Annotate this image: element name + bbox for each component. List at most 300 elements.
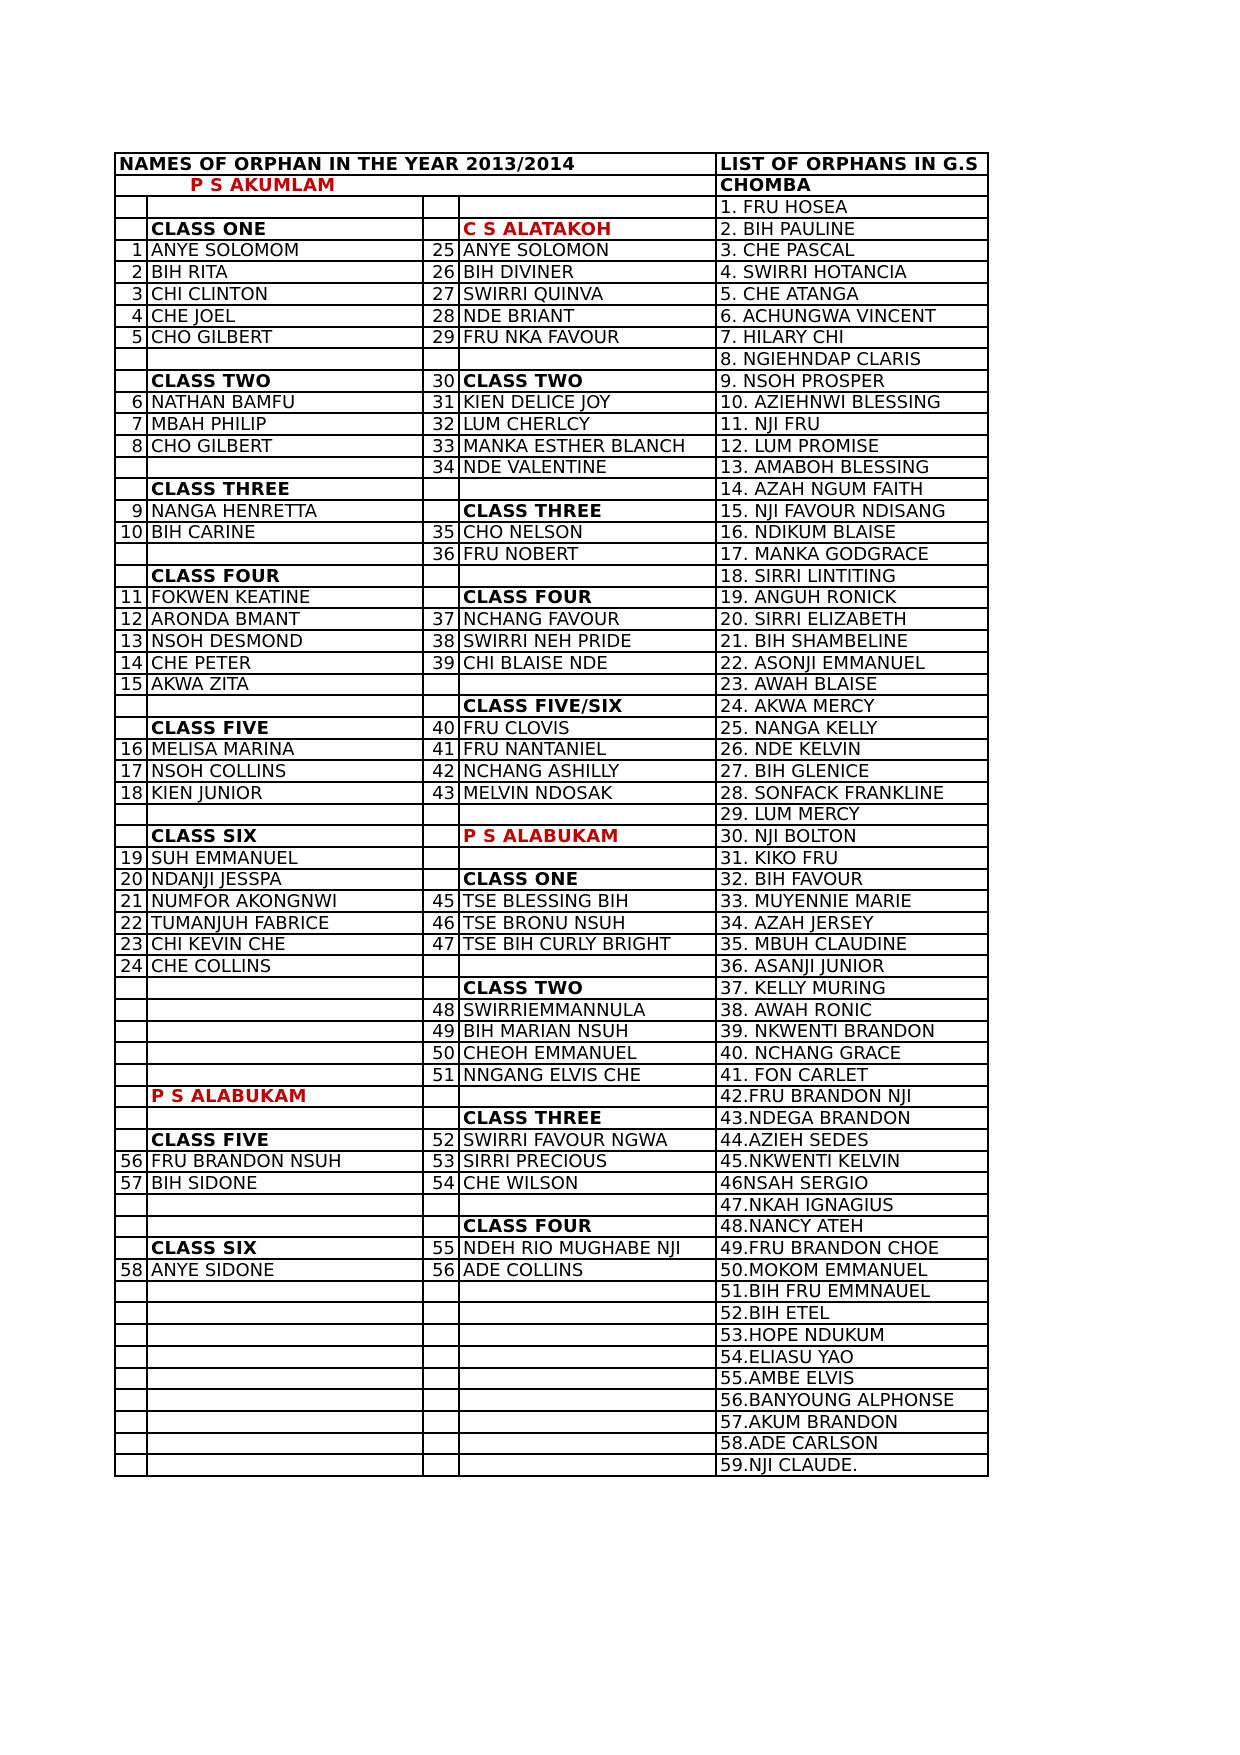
row-number-middle: 26 [423,261,459,283]
name-middle: NDE BRIANT [459,305,716,327]
gs-chomba-entry: 5. CHE ATANGA [716,283,988,305]
table-row [115,261,988,283]
gs-chomba-entry: 26. NDE KELVIN [716,739,988,761]
row-number-middle: 31 [423,392,459,414]
name-middle: SWIRRI FAVOUR NGWA [459,1129,716,1151]
table-row [115,739,988,761]
name-middle: NCHANG FAVOUR [459,608,716,630]
row-number-left: 22 [115,912,147,934]
row-number-left: 9 [115,500,147,522]
table-row [115,999,988,1021]
gs-chomba-entry: 58.ADE CARLSON [716,1433,988,1455]
row-number-left: 58 [115,1259,147,1281]
gs-chomba-entry: 19. ANGUH RONICK [716,587,988,609]
table-row [115,1107,988,1129]
row-number-middle [423,1454,459,1476]
row-number-left [115,1021,147,1043]
table-row [115,1086,988,1108]
name-left [147,1281,423,1303]
name-left: BIH SIDONE [147,1172,423,1194]
gs-chomba-entry: 47.NKAH IGNAGIUS [716,1194,988,1216]
gs-chomba-entry: 49.FRU BRANDON CHOE [716,1237,988,1259]
row-number-left: 13 [115,630,147,652]
name-middle [459,1086,716,1108]
gs-chomba-entry: 53.HOPE NDUKUM [716,1324,988,1346]
row-number-middle: 37 [423,608,459,630]
school-akumlam-heading: P S AKUMLAM [115,175,716,197]
gs-chomba-entry: 20. SIRRI ELIZABETH [716,608,988,630]
table-row [115,196,988,218]
name-left: NANGA HENRETTA [147,500,423,522]
name-left [147,999,423,1021]
name-middle: SIRRI PRECIOUS [459,1151,716,1173]
row-number-left [115,1368,147,1390]
gs-chomba-entry: 51.BIH FRU EMMNAUEL [716,1281,988,1303]
row-number-middle: 51 [423,1064,459,1086]
name-middle [459,847,716,869]
name-middle: CHE WILSON [459,1172,716,1194]
gs-chomba-entry: 13. AMABOH BLESSING [716,457,988,479]
gs-chomba-entry: 39. NKWENTI BRANDON [716,1021,988,1043]
gs-chomba-entry: 30. NJI BOLTON [716,825,988,847]
row-number-middle [423,695,459,717]
name-middle: NNGANG ELVIS CHE [459,1064,716,1086]
sheet-title: NAMES OF ORPHAN IN THE YEAR 2013/2014 [115,153,716,175]
table-row [115,760,988,782]
row-number-left [115,1324,147,1346]
row-number-left [115,1086,147,1108]
name-left: CLASS SIX [147,1237,423,1259]
row-number-middle [423,804,459,826]
row-number-left: 17 [115,760,147,782]
name-left: FOKWEN KEATINE [147,587,423,609]
table-row [115,348,988,370]
row-number-middle [423,1216,459,1238]
name-left: CHE PETER [147,652,423,674]
table-row [115,305,988,327]
gs-chomba-entry: 4. SWIRRI HOTANCIA [716,261,988,283]
row-number-left [115,1346,147,1368]
table-row [115,522,988,544]
gs-chomba-entry: 1. FRU HOSEA [716,196,988,218]
name-left: AKWA ZITA [147,674,423,696]
row-number-middle: 32 [423,413,459,435]
name-left: NSOH COLLINS [147,760,423,782]
gs-chomba-entry: 9. NSOH PROSPER [716,370,988,392]
gs-chomba-entry: 18. SIRRI LINTITING [716,565,988,587]
name-middle: CLASS FIVE/SIX [459,695,716,717]
gs-chomba-entry: 52.BIH ETEL [716,1302,988,1324]
row-number-middle: 54 [423,1172,459,1194]
name-left [147,1454,423,1476]
name-left: CLASS FIVE [147,717,423,739]
name-left: NATHAN BAMFU [147,392,423,414]
row-number-left: 23 [115,934,147,956]
table-row [115,1324,988,1346]
name-middle [459,196,716,218]
name-middle [459,1389,716,1411]
table-row [115,392,988,414]
row-number-middle [423,1411,459,1433]
gs-chomba-entry: 25. NANGA KELLY [716,717,988,739]
table-row [115,652,988,674]
table-row [115,695,988,717]
gs-chomba-entry: 42.FRU BRANDON NJI [716,1086,988,1108]
row-number-left [115,717,147,739]
name-left: NSOH DESMOND [147,630,423,652]
row-number-left [115,370,147,392]
name-left: MBAH PHILIP [147,413,423,435]
table-row [115,457,988,479]
name-middle [459,1281,716,1303]
table-row [115,890,988,912]
table-row [115,1433,988,1455]
row-number-middle [423,1194,459,1216]
gs-chomba-entry: 17. MANKA GODGRACE [716,543,988,565]
row-number-middle [423,587,459,609]
row-number-middle: 40 [423,717,459,739]
name-left: CHE COLLINS [147,955,423,977]
table-row [115,912,988,934]
row-number-left [115,1411,147,1433]
name-left: CHO GILBERT [147,435,423,457]
row-number-middle: 25 [423,240,459,262]
gs-chomba-entry: 35. MBUH CLAUDINE [716,934,988,956]
table-row [115,717,988,739]
gs-chomba-entry: 11. NJI FRU [716,413,988,435]
name-left: CHI CLINTON [147,283,423,305]
name-middle [459,1302,716,1324]
name-middle [459,1368,716,1390]
name-middle: CLASS TWO [459,977,716,999]
name-middle: SWIRRIEMMANNULA [459,999,716,1021]
name-left: KIEN JUNIOR [147,782,423,804]
row-number-left [115,1433,147,1455]
gs-chomba-entry: 55.AMBE ELVIS [716,1368,988,1390]
row-number-middle: 35 [423,522,459,544]
gs-chomba-entry: 12. LUM PROMISE [716,435,988,457]
name-left [147,1389,423,1411]
gs-chomba-entry: 14. AZAH NGUM FAITH [716,478,988,500]
row-number-left [115,1389,147,1411]
gs-chomba-entry: 6. ACHUNGWA VINCENT [716,305,988,327]
name-middle [459,1454,716,1476]
row-number-middle [423,1433,459,1455]
name-left [147,1368,423,1390]
gs-chomba-entry: 33. MUYENNIE MARIE [716,890,988,912]
table-row [115,934,988,956]
name-left [147,1042,423,1064]
gs-chomba-entry: 50.MOKOM EMMANUEL [716,1259,988,1281]
row-number-middle: 55 [423,1237,459,1259]
name-middle [459,565,716,587]
gs-chomba-entry: 21. BIH SHAMBELINE [716,630,988,652]
table-row [115,1194,988,1216]
row-number-left: 2 [115,261,147,283]
row-number-left: 5 [115,327,147,349]
name-left: TUMANJUH FABRICE [147,912,423,934]
row-number-middle: 52 [423,1129,459,1151]
row-number-left [115,1194,147,1216]
name-middle [459,955,716,977]
name-left: ANYE SIDONE [147,1259,423,1281]
name-left: CHE JOEL [147,305,423,327]
name-left [147,196,423,218]
name-left: CLASS FOUR [147,565,423,587]
name-middle: CLASS TWO [459,370,716,392]
row-number-middle: 38 [423,630,459,652]
name-middle: NDE VALENTINE [459,457,716,479]
gs-chomba-entry: 45.NKWENTI KELVIN [716,1151,988,1173]
row-number-middle [423,1324,459,1346]
header-row-2 [115,175,988,197]
name-left: CLASS ONE [147,218,423,240]
name-middle: MANKA ESTHER BLANCH [459,435,716,457]
row-number-middle: 48 [423,999,459,1021]
row-number-left [115,1216,147,1238]
row-number-middle: 33 [423,435,459,457]
name-left: FRU BRANDON NSUH [147,1151,423,1173]
name-middle: FRU NKA FAVOUR [459,327,716,349]
table-row [115,1021,988,1043]
row-number-middle [423,1302,459,1324]
row-number-middle: 42 [423,760,459,782]
table-row [115,500,988,522]
row-number-middle: 53 [423,1151,459,1173]
name-left [147,1411,423,1433]
gs-chomba-entry: 3. CHE PASCAL [716,240,988,262]
name-left: BIH RITA [147,261,423,283]
name-middle: CLASS ONE [459,869,716,891]
name-middle [459,1346,716,1368]
table-row [115,218,988,240]
gs-chomba-entry: 40. NCHANG GRACE [716,1042,988,1064]
name-middle: CHEOH EMMANUEL [459,1042,716,1064]
row-number-left: 8 [115,435,147,457]
row-number-middle [423,847,459,869]
name-middle [459,1411,716,1433]
table-row [115,327,988,349]
name-left: CLASS TWO [147,370,423,392]
name-left: MELISA MARINA [147,739,423,761]
row-number-middle: 28 [423,305,459,327]
row-number-middle [423,196,459,218]
name-middle: CLASS THREE [459,500,716,522]
table-row [115,804,988,826]
row-number-middle: 39 [423,652,459,674]
table-row [115,1281,988,1303]
orphan-list-body [115,153,988,1476]
name-left: P S ALABUKAM [147,1086,423,1108]
name-middle: CLASS THREE [459,1107,716,1129]
row-number-left [115,1129,147,1151]
row-number-middle: 29 [423,327,459,349]
name-left [147,695,423,717]
right-list-title: LIST OF ORPHANS IN G.S [716,153,988,175]
table-row [115,1259,988,1281]
name-left [147,1064,423,1086]
row-number-left [115,218,147,240]
gs-chomba-entry: 28. SONFACK FRANKLINE [716,782,988,804]
row-number-middle [423,1107,459,1129]
row-number-left: 6 [115,392,147,414]
gs-chomba-entry: 46NSAH SERGIO [716,1172,988,1194]
table-row [115,413,988,435]
row-number-middle: 45 [423,890,459,912]
name-middle: TSE BIH CURLY BRIGHT [459,934,716,956]
row-number-middle [423,1346,459,1368]
row-number-middle [423,674,459,696]
row-number-middle [423,1368,459,1390]
name-left [147,1302,423,1324]
gs-chomba-entry: 2. BIH PAULINE [716,218,988,240]
name-left [147,804,423,826]
gs-chomba-entry: 24. AKWA MERCY [716,695,988,717]
row-number-left: 56 [115,1151,147,1173]
row-number-middle [423,1389,459,1411]
row-number-left [115,1281,147,1303]
table-row [115,565,988,587]
gs-chomba-entry: 48.NANCY ATEH [716,1216,988,1238]
row-number-middle: 43 [423,782,459,804]
name-left [147,1216,423,1238]
name-middle: BIH DIVINER [459,261,716,283]
table-row [115,1237,988,1259]
table-row [115,283,988,305]
table-row [115,955,988,977]
header-row [115,153,988,175]
gs-chomba-entry: 56.BANYOUNG ALPHONSE [716,1389,988,1411]
gs-chomba-entry: 7. HILARY CHI [716,327,988,349]
row-number-left [115,825,147,847]
name-middle: MELVIN NDOSAK [459,782,716,804]
row-number-left [115,1237,147,1259]
name-left: CHI KEVIN CHE [147,934,423,956]
name-middle: CLASS FOUR [459,587,716,609]
table-row [115,847,988,869]
name-left [147,1021,423,1043]
table-row [115,1151,988,1173]
table-row [115,478,988,500]
row-number-left [115,543,147,565]
name-left [147,1107,423,1129]
row-number-left: 14 [115,652,147,674]
name-left: CHO GILBERT [147,327,423,349]
row-number-middle: 49 [423,1021,459,1043]
row-number-middle: 36 [423,543,459,565]
name-middle [459,348,716,370]
row-number-left: 1 [115,240,147,262]
gs-chomba-entry: 57.AKUM BRANDON [716,1411,988,1433]
row-number-left [115,804,147,826]
row-number-left: 24 [115,955,147,977]
gs-chomba-entry: 54.ELIASU YAO [716,1346,988,1368]
row-number-left [115,1064,147,1086]
name-middle: CLASS FOUR [459,1216,716,1238]
gs-chomba-entry: 22. ASONJI EMMANUEL [716,652,988,674]
row-number-middle: 46 [423,912,459,934]
right-list-title-line2: CHOMBA [716,175,988,197]
row-number-left: 12 [115,608,147,630]
gs-chomba-entry: 41. FON CARLET [716,1064,988,1086]
table-row [115,1064,988,1086]
name-middle: KIEN DELICE JOY [459,392,716,414]
table-row [115,1042,988,1064]
gs-chomba-entry: 8. NGIEHNDAP CLARIS [716,348,988,370]
row-number-middle: 50 [423,1042,459,1064]
row-number-left: 3 [115,283,147,305]
name-left [147,1346,423,1368]
row-number-left [115,196,147,218]
name-middle: CHO NELSON [459,522,716,544]
row-number-middle: 47 [423,934,459,956]
name-middle: ANYE SOLOMON [459,240,716,262]
gs-chomba-entry: 23. AWAH BLAISE [716,674,988,696]
row-number-middle: 56 [423,1259,459,1281]
row-number-left: 18 [115,782,147,804]
table-row [115,1216,988,1238]
gs-chomba-entry: 34. AZAH JERSEY [716,912,988,934]
name-middle [459,478,716,500]
row-number-left: 7 [115,413,147,435]
row-number-left [115,457,147,479]
name-left: NDANJI JESSPA [147,869,423,891]
name-left: NUMFOR AKONGNWI [147,890,423,912]
name-middle: NCHANG ASHILLY [459,760,716,782]
name-middle: TSE BRONU NSUH [459,912,716,934]
name-left: SUH EMMANUEL [147,847,423,869]
table-row [115,1302,988,1324]
gs-chomba-entry: 27. BIH GLENICE [716,760,988,782]
row-number-middle: 34 [423,457,459,479]
row-number-middle [423,565,459,587]
row-number-left [115,695,147,717]
gs-chomba-entry: 44.AZIEH SEDES [716,1129,988,1151]
name-left: ARONDA BMANT [147,608,423,630]
table-row [115,825,988,847]
name-middle [459,1433,716,1455]
name-middle [459,1324,716,1346]
name-middle: TSE BLESSING BIH [459,890,716,912]
row-number-left: 11 [115,587,147,609]
name-middle: FRU CLOVIS [459,717,716,739]
gs-chomba-entry: 31. KIKO FRU [716,847,988,869]
row-number-left: 10 [115,522,147,544]
name-middle: NDEH RIO MUGHABE NJI [459,1237,716,1259]
gs-chomba-entry: 36. ASANJI JUNIOR [716,955,988,977]
row-number-left [115,1302,147,1324]
gs-chomba-entry: 15. NJI FAVOUR NDISANG [716,500,988,522]
table-row [115,782,988,804]
row-number-left: 19 [115,847,147,869]
row-number-middle [423,500,459,522]
row-number-middle [423,348,459,370]
name-middle: FRU NANTANIEL [459,739,716,761]
table-row [115,370,988,392]
gs-chomba-entry: 29. LUM MERCY [716,804,988,826]
name-middle: C S ALATAKOH [459,218,716,240]
name-middle: P S ALABUKAM [459,825,716,847]
name-left: CLASS THREE [147,478,423,500]
table-row [115,240,988,262]
name-middle: LUM CHERLCY [459,413,716,435]
row-number-left [115,478,147,500]
name-middle: ADE COLLINS [459,1259,716,1281]
name-left: CLASS SIX [147,825,423,847]
name-left [147,1433,423,1455]
table-row [115,543,988,565]
table-row [115,1411,988,1433]
